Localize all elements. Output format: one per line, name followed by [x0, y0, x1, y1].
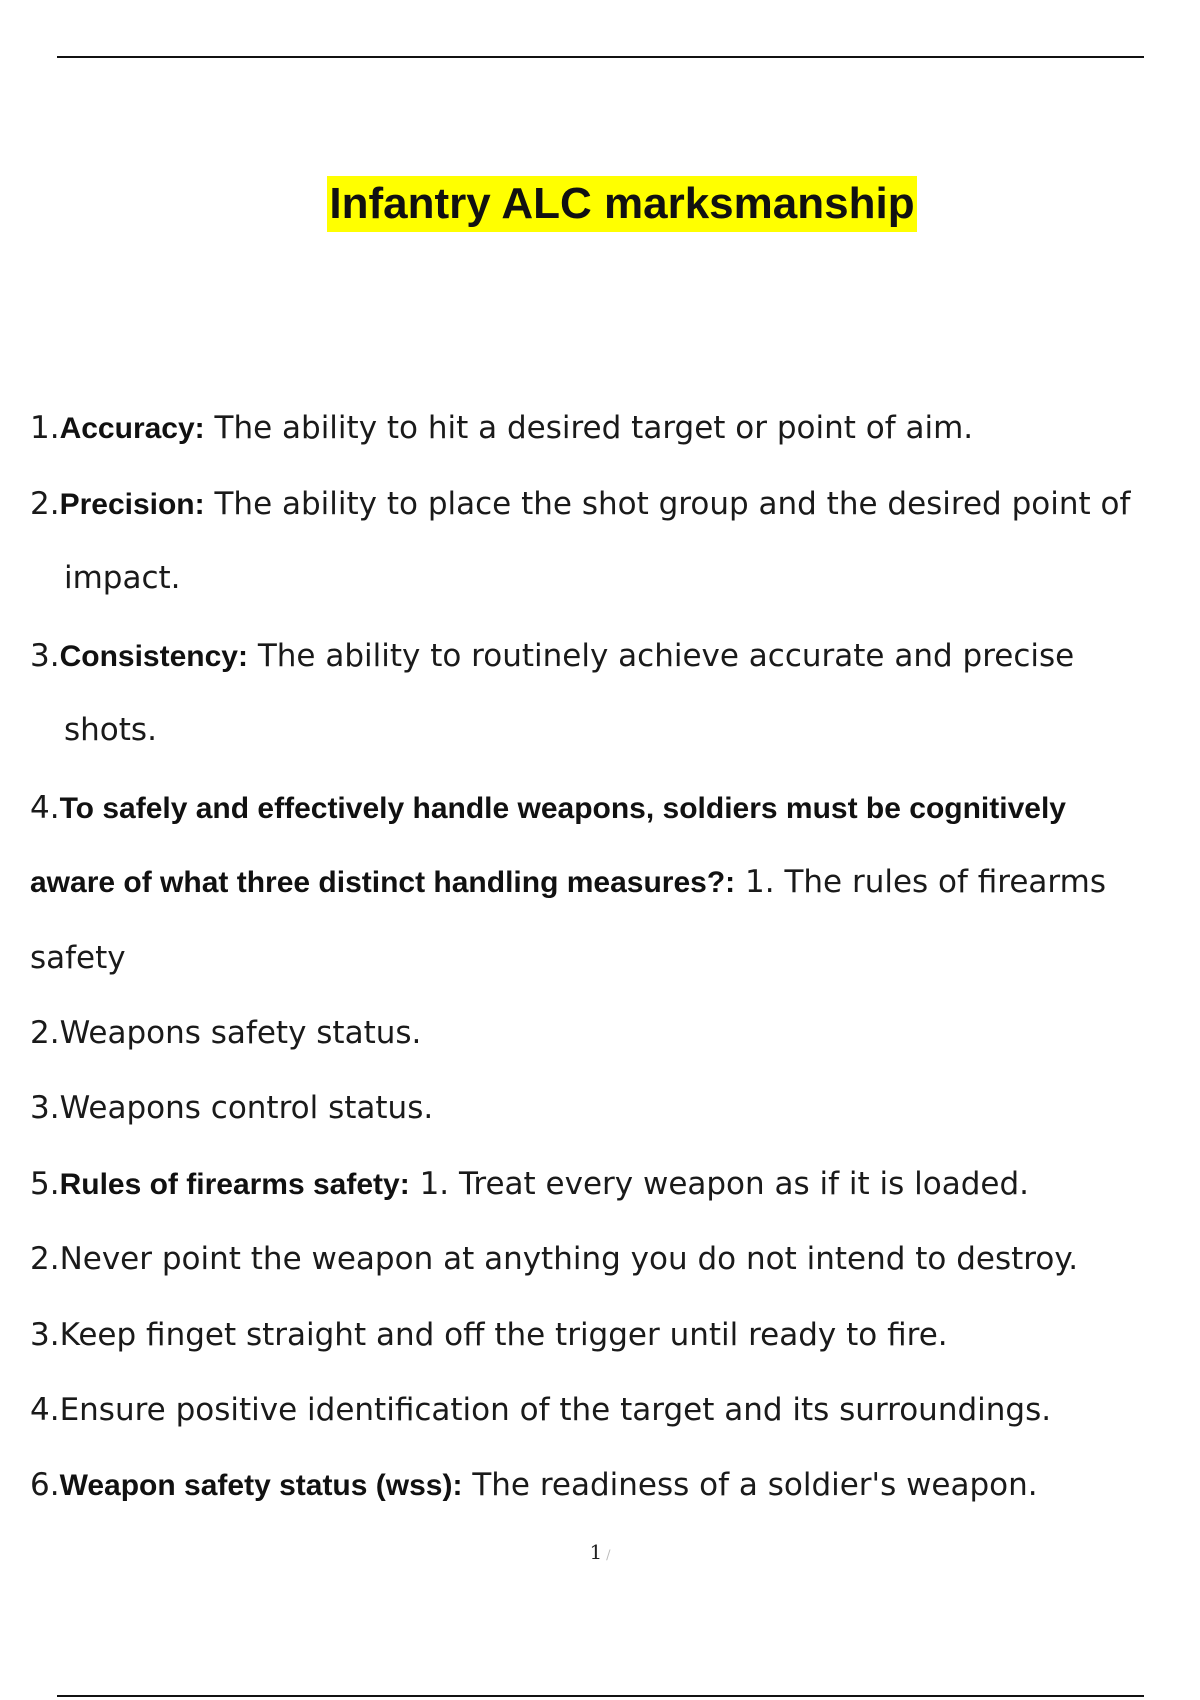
item-term: Accuracy:	[59, 412, 205, 445]
item-term: Weapon safety status (wss):	[59, 1469, 463, 1502]
item-definition: The readiness of a soldier's weapon.	[462, 1467, 1038, 1503]
list-item-consistency	[30, 636, 1074, 677]
list-item-continuation: impact.	[64, 560, 181, 596]
item-number: 4.	[30, 790, 60, 826]
item-question: aware of what three distinct handling measures?:	[30, 866, 736, 899]
item-number: 6.	[30, 1467, 60, 1503]
item-definition: The ability to hit a desired target or point of aim.	[204, 410, 974, 446]
item-definition: The ability to routinely achieve accurate and precise	[247, 638, 1075, 674]
item-definition: The ability to place the shot group and the desired point of	[204, 486, 1131, 522]
sub-item: 3.Keep finget straight and off the trigger until ready to fire.	[30, 1317, 948, 1353]
title-container	[0, 176, 1200, 232]
sub-item: 4.Ensure positive identification of the target and its surroundings.	[30, 1392, 1052, 1428]
item-number: 1.	[30, 410, 60, 446]
page-number-slash: /	[606, 1548, 611, 1563]
sub-item: 2.Never point the weapon at anything you do not intend to destroy.	[30, 1241, 1079, 1277]
list-item-continuation: safety	[30, 940, 126, 976]
item-number: 3.	[30, 638, 60, 674]
item-term: Rules of firearms safety:	[59, 1168, 410, 1201]
item-term: Consistency:	[59, 640, 248, 673]
item-number: 5.	[30, 1166, 60, 1202]
item-question: To safely and effectively handle weapons, soldiers must be cognitively	[59, 792, 1066, 825]
item-term: Precision:	[59, 488, 205, 521]
sub-item: 2.Weapons safety status.	[30, 1015, 422, 1051]
item-definition: 1. Treat every weapon as if it is loaded.	[409, 1166, 1030, 1202]
page-number	[0, 1540, 1200, 1564]
document-title: Infantry ALC marksmanship	[327, 176, 916, 232]
footer-rule	[57, 1695, 1144, 1697]
sub-item: 3.Weapons control status.	[30, 1090, 434, 1126]
item-number: 2.	[30, 486, 60, 522]
list-item-firearms-safety	[30, 1164, 1029, 1205]
list-item-accuracy	[30, 408, 973, 449]
item-answer: 1. The rules of firearms	[735, 864, 1106, 900]
list-item-precision	[30, 484, 1130, 525]
list-item-weapon-safety-status	[30, 1465, 1038, 1506]
list-item-handling-measures	[30, 788, 1066, 829]
list-item-question-cont	[30, 862, 1106, 903]
page-number-value: 1	[589, 1540, 603, 1564]
header-rule	[57, 56, 1144, 58]
list-item-continuation: shots.	[64, 712, 157, 748]
